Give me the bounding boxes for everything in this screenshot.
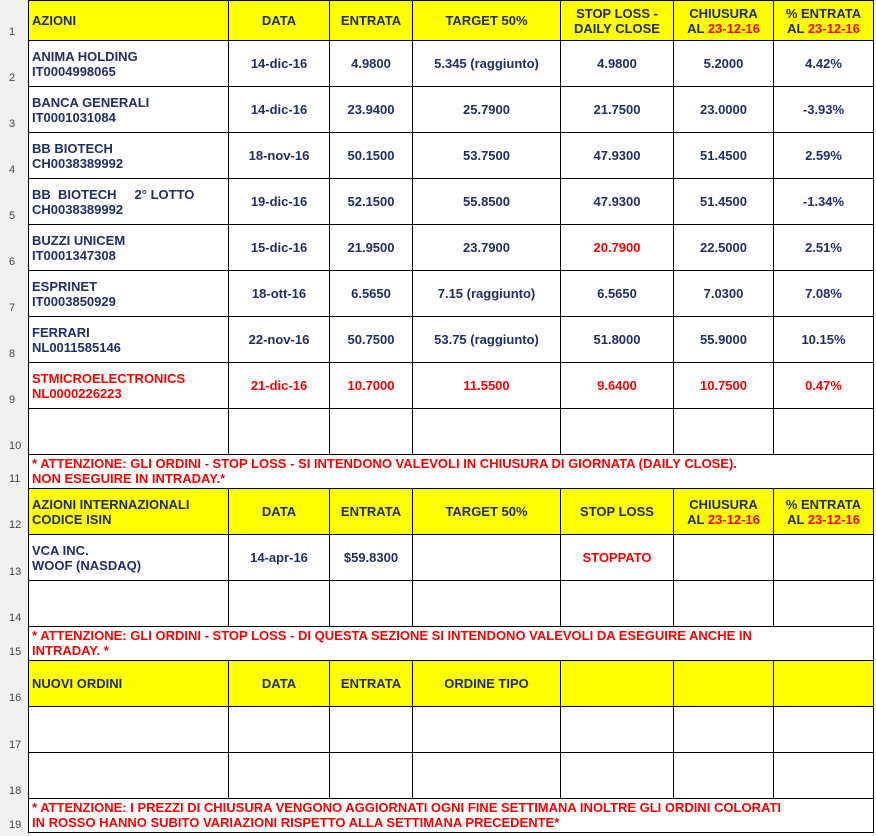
chiusura-cell[interactable]: 55.9000: [674, 317, 774, 363]
data-cell[interactable]: 18-nov-16: [229, 133, 330, 179]
empty-cell[interactable]: [561, 707, 674, 753]
header-entrata[interactable]: ENTRATA: [330, 1, 413, 41]
header-target[interactable]: TARGET 50%: [413, 1, 561, 41]
row-number[interactable]: 8: [9, 348, 16, 360]
target-cell[interactable]: 7.15 (raggiunto): [413, 271, 561, 317]
stock-name: ANIMA HOLDING: [32, 48, 138, 64]
stop-cell[interactable]: 21.7500: [561, 87, 674, 133]
table-row: [29, 133, 874, 179]
stock-name: VCA INC.: [32, 542, 89, 558]
header-data[interactable]: DATA: [229, 489, 330, 535]
empty-cell[interactable]: [674, 753, 774, 799]
pct-cell[interactable]: -3.93%: [774, 87, 874, 133]
note-stop-loss-intraday[interactable]: [29, 627, 874, 661]
header-chiusura-line2: [677, 21, 770, 36]
chiusura-cell[interactable]: 51.4500: [674, 133, 774, 179]
chiusura-cell[interactable]: 7.0300: [674, 271, 774, 317]
table-row: [29, 87, 874, 133]
row-number[interactable]: 7: [9, 302, 16, 314]
table-row: [29, 535, 874, 581]
table-row: [29, 363, 874, 409]
header-entrata[interactable]: ENTRATA: [330, 489, 413, 535]
row-number[interactable]: 2: [9, 72, 16, 84]
header-entrata[interactable]: ENTRATA: [330, 661, 413, 707]
stop-cell[interactable]: 4.9800: [561, 41, 674, 87]
empty-cell[interactable]: [674, 707, 774, 753]
empty-cell[interactable]: [774, 707, 874, 753]
header-pct-entrata[interactable]: [774, 489, 874, 535]
data-cell[interactable]: 14-apr-16: [229, 535, 330, 581]
row-number[interactable]: 11: [9, 473, 21, 485]
note-line: * ATTENZIONE: GLI ORDINI - STOP LOSS - SI INTENDONO VALEVOLI IN CHIUSURA DI GIORNATA (DAILY CLOSE).: [32, 456, 737, 471]
empty-cell[interactable]: [229, 409, 330, 455]
header-pct-entrata[interactable]: [774, 1, 874, 41]
header-empty[interactable]: [674, 661, 774, 707]
empty-cell[interactable]: [674, 409, 774, 455]
note-row: [29, 455, 874, 489]
empty-row: [29, 753, 874, 799]
header-pct-al: AL: [787, 20, 808, 36]
header-stop-loss[interactable]: STOP LOSS: [561, 489, 674, 535]
table-row: [29, 225, 874, 271]
target-cell[interactable]: 5.345 (raggiunto): [413, 41, 561, 87]
empty-cell[interactable]: [229, 707, 330, 753]
stock-isin: NL0011585146: [32, 339, 121, 355]
table-row: [29, 317, 874, 363]
empty-cell[interactable]: [413, 707, 561, 753]
note-row: [29, 799, 874, 833]
empty-cell[interactable]: [330, 707, 413, 753]
header-data[interactable]: DATA: [229, 661, 330, 707]
empty-row: [29, 707, 874, 753]
header-empty[interactable]: [774, 661, 874, 707]
stock-name: ESPRINET: [32, 278, 98, 294]
stock-name: BUZZI UNICEM: [32, 232, 126, 248]
chiusura-cell[interactable]: 10.7500: [674, 363, 774, 409]
row-number[interactable]: 15: [9, 646, 22, 658]
stock-cell[interactable]: [29, 41, 229, 87]
row-header-column: [0, 0, 29, 836]
row-number[interactable]: 10: [9, 440, 22, 452]
stock-name: FERRARI: [32, 324, 90, 340]
target-cell[interactable]: 55.8500: [413, 179, 561, 225]
entrata-cell[interactable]: 10.7000: [330, 363, 413, 409]
header-chiusura-date: 23-12-16: [707, 20, 760, 36]
stock-name: BB BIOTECH 2° LOTTO: [32, 186, 195, 202]
table-row: [29, 41, 874, 87]
empty-cell[interactable]: [561, 581, 674, 627]
header-chiusura[interactable]: [674, 1, 774, 41]
stock-isin: WOOF (NASDAQ): [32, 557, 142, 573]
header-target[interactable]: TARGET 50%: [413, 489, 561, 535]
stop-cell[interactable]: 47.9300: [561, 133, 674, 179]
data-cell[interactable]: 14-dic-16: [229, 87, 330, 133]
target-cell[interactable]: [413, 535, 561, 581]
note-line: INTRADAY. *: [32, 643, 109, 658]
empty-cell[interactable]: [29, 409, 229, 455]
header-chiusura-date: 23-12-16: [707, 511, 760, 527]
stock-cell[interactable]: [29, 363, 229, 409]
stock-isin: IT0001031084: [32, 109, 116, 125]
header-stop-line2: DAILY CLOSE: [574, 20, 660, 36]
table-row: [29, 179, 874, 225]
empty-cell[interactable]: [413, 581, 561, 627]
empty-cell[interactable]: [774, 581, 874, 627]
data-cell[interactable]: 22-nov-16: [229, 317, 330, 363]
header-pct-line2: [777, 21, 870, 36]
note-line: * ATTENZIONE: GLI ORDINI - STOP LOSS - DI QUESTA SEZIONE SI INTENDONO VALEVOLI DA ESEGUIRE ANCHE IN: [32, 628, 752, 643]
note-line: NON ESEGUIRE IN INTRADAY.*: [32, 471, 226, 486]
pct-cell[interactable]: [774, 535, 874, 581]
header-pct-date: 23-12-16: [807, 20, 860, 36]
row-number[interactable]: 16: [9, 692, 22, 704]
chiusura-cell[interactable]: [674, 535, 774, 581]
row-number[interactable]: 5: [9, 210, 16, 222]
target-cell[interactable]: 23.7900: [413, 225, 561, 271]
header-chiusura-line2: [677, 512, 770, 527]
table-row: [29, 271, 874, 317]
row-number[interactable]: 17: [9, 739, 22, 751]
header-pct-line1: % ENTRATA: [785, 496, 862, 512]
header-ordine-tipo[interactable]: ORDINE TIPO: [413, 661, 561, 707]
pct-cell[interactable]: 7.08%: [774, 271, 874, 317]
header-chiusura-line1: CHIUSURA: [689, 496, 758, 512]
row-number[interactable]: 13: [9, 566, 22, 578]
empty-cell[interactable]: [29, 581, 229, 627]
row-number[interactable]: 1: [9, 26, 16, 38]
empty-cell[interactable]: [774, 409, 874, 455]
data-cell[interactable]: 21-dic-16: [229, 363, 330, 409]
row-number[interactable]: 19: [9, 819, 22, 831]
stock-cell[interactable]: [29, 317, 229, 363]
pct-cell[interactable]: 10.15%: [774, 317, 874, 363]
empty-cell[interactable]: [561, 753, 674, 799]
entrata-cell[interactable]: 52.1500: [330, 179, 413, 225]
entrata-cell[interactable]: 4.9800: [330, 41, 413, 87]
row-number[interactable]: 14: [9, 612, 22, 624]
stock-name: BANCA GENERALI: [32, 94, 150, 110]
target-cell[interactable]: 25.7900: [413, 87, 561, 133]
header-chiusura[interactable]: [674, 489, 774, 535]
target-cell[interactable]: 11.5500: [413, 363, 561, 409]
header-pct-al: AL: [787, 511, 808, 527]
pct-cell[interactable]: -1.34%: [774, 179, 874, 225]
empty-cell[interactable]: [330, 409, 413, 455]
empty-cell[interactable]: [330, 581, 413, 627]
stock-name: BB BIOTECH: [32, 140, 113, 156]
stock-isin: IT0003850929: [32, 293, 116, 309]
header-chiusura-al: AL: [687, 511, 708, 527]
pct-cell[interactable]: 2.51%: [774, 225, 874, 271]
stop-cell[interactable]: 6.5650: [561, 271, 674, 317]
stock-cell[interactable]: [29, 87, 229, 133]
empty-cell[interactable]: [674, 581, 774, 627]
stock-isin: IT0004998065: [32, 63, 116, 79]
data-cell[interactable]: 15-dic-16: [229, 225, 330, 271]
stop-cell[interactable]: 51.8000: [561, 317, 674, 363]
entrata-cell[interactable]: 23.9400: [330, 87, 413, 133]
empty-cell[interactable]: [413, 409, 561, 455]
empty-cell[interactable]: [229, 753, 330, 799]
header-azioni[interactable]: AZIONI: [29, 1, 229, 41]
note-line: * ATTENZIONE: I PREZZI DI CHIUSURA VENGONO AGGIORNATI OGNI FINE SETTIMANA INOLTRE GLI ORDINI COLORATI: [32, 800, 781, 815]
empty-cell[interactable]: [561, 409, 674, 455]
row-number[interactable]: 6: [9, 256, 16, 268]
stock-cell[interactable]: [29, 179, 229, 225]
empty-cell[interactable]: [413, 753, 561, 799]
pct-cell[interactable]: 0.47%: [774, 363, 874, 409]
header-pct-date: 23-12-16: [807, 511, 860, 527]
stop-cell[interactable]: 9.6400: [561, 363, 674, 409]
data-cell[interactable]: 19-dic-16: [229, 179, 330, 225]
stock-isin: CH0038389992: [32, 201, 124, 217]
header-nuovi-ordini[interactable]: NUOVI ORDINI: [29, 661, 229, 707]
note-stop-loss-daily[interactable]: [29, 455, 874, 489]
pct-cell[interactable]: 4.42%: [774, 41, 874, 87]
chiusura-cell[interactable]: 5.2000: [674, 41, 774, 87]
stock-isin: NL0000226223: [32, 385, 122, 401]
header-azioni-internazionali[interactable]: [29, 489, 229, 535]
target-cell[interactable]: 53.75 (raggiunto): [413, 317, 561, 363]
header-row-nuovi-ordini: [29, 661, 874, 707]
entrata-cell[interactable]: 50.1500: [330, 133, 413, 179]
empty-row: [29, 409, 874, 455]
note-line: IN ROSSO HANNO SUBITO VARIAZIONI RISPETTO ALLA SETTIMANA PRECEDENTE*: [32, 815, 560, 830]
entrata-cell[interactable]: 50.7500: [330, 317, 413, 363]
row-number[interactable]: 3: [9, 118, 16, 130]
portfolio-table: [28, 0, 874, 833]
stop-cell[interactable]: 20.7900: [561, 225, 674, 271]
stop-cell[interactable]: STOPPATO: [561, 535, 674, 581]
empty-row: [29, 581, 874, 627]
empty-cell[interactable]: [29, 707, 229, 753]
header-stop-loss[interactable]: [561, 1, 674, 41]
stock-cell[interactable]: [29, 225, 229, 271]
note-prezzi-chiusura[interactable]: [29, 799, 874, 833]
header-row-international: [29, 489, 874, 535]
empty-cell[interactable]: [774, 753, 874, 799]
chiusura-cell[interactable]: 23.0000: [674, 87, 774, 133]
stock-cell[interactable]: [29, 271, 229, 317]
stock-cell[interactable]: [29, 133, 229, 179]
empty-cell[interactable]: [330, 753, 413, 799]
header-azioni-line1: AZIONI INTERNAZIONALI: [32, 496, 190, 512]
note-row: [29, 627, 874, 661]
data-cell[interactable]: 14-dic-16: [229, 41, 330, 87]
empty-cell[interactable]: [29, 753, 229, 799]
header-row: [29, 1, 874, 41]
target-cell[interactable]: 53.7500: [413, 133, 561, 179]
header-empty[interactable]: [561, 661, 674, 707]
header-stop-line1: STOP LOSS -: [576, 5, 658, 21]
stock-isin: IT0001347308: [32, 247, 116, 263]
entrata-cell[interactable]: $59.8300: [330, 535, 413, 581]
stock-isin: CH0038389992: [32, 155, 124, 171]
row-number[interactable]: 4: [9, 164, 16, 176]
entrata-cell[interactable]: 6.5650: [330, 271, 413, 317]
stock-cell[interactable]: [29, 535, 229, 581]
chiusura-cell[interactable]: 51.4500: [674, 179, 774, 225]
stop-cell[interactable]: 47.9300: [561, 179, 674, 225]
header-data[interactable]: DATA: [229, 1, 330, 41]
entrata-cell[interactable]: 21.9500: [330, 225, 413, 271]
data-cell[interactable]: 18-ott-16: [229, 271, 330, 317]
row-number[interactable]: 18: [9, 785, 22, 797]
row-number[interactable]: 12: [9, 519, 22, 531]
header-chiusura-line1: CHIUSURA: [689, 5, 758, 21]
header-azioni-line2: CODICE ISIN: [32, 511, 112, 527]
empty-cell[interactable]: [229, 581, 330, 627]
header-pct-line2: [777, 512, 870, 527]
row-number[interactable]: 9: [9, 394, 16, 406]
header-chiusura-al: AL: [687, 20, 708, 36]
header-pct-line1: % ENTRATA: [785, 5, 862, 21]
stock-name: STMICROELECTRONICS: [32, 370, 186, 386]
pct-cell[interactable]: 2.59%: [774, 133, 874, 179]
chiusura-cell[interactable]: 22.5000: [674, 225, 774, 271]
